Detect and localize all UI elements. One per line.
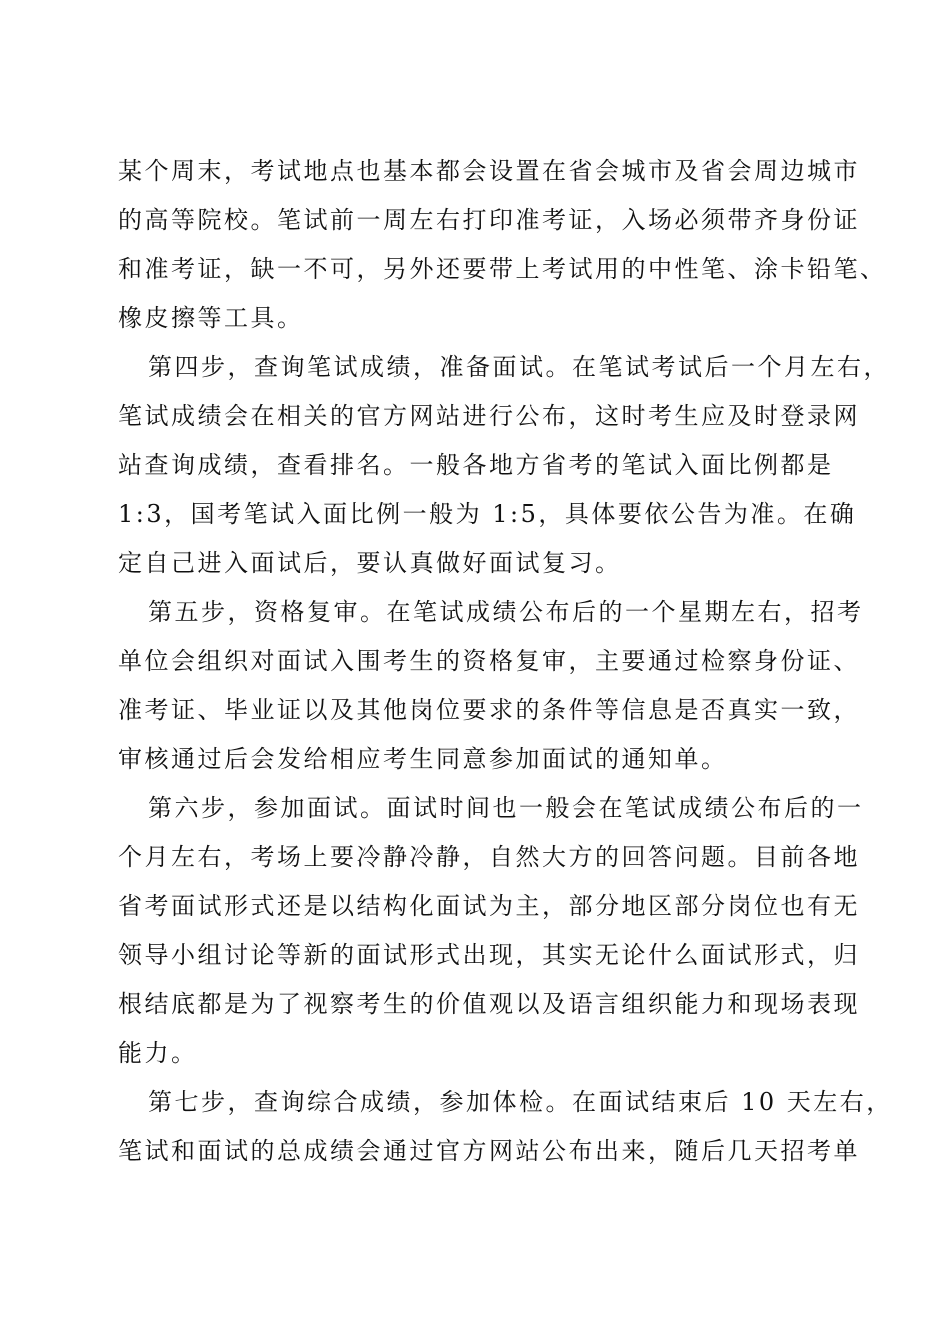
paragraph-step5-start: 第五步，资格复审。在笔试成绩公布后的一个星期左右，招考 bbox=[148, 598, 864, 626]
text-line-3: 和准考证，缺一不可，另外还要带上考试用的中性笔、涂卡铅笔、 bbox=[118, 255, 887, 283]
text-line-18: 根结底都是为了视察考生的价值观以及语言组织能力和现场表现 bbox=[118, 990, 860, 1018]
text-line-1: 某个周末，考试地点也基本都会设置在省会城市及省会周边城市 bbox=[118, 157, 860, 185]
text-line-2: 的高等院校。笔试前一周左右打印准考证，入场必须带齐身份证 bbox=[118, 206, 860, 234]
text-line-4: 橡皮擦等工具。 bbox=[118, 304, 304, 332]
text-line-8: 1:3，国考笔试入面比例一般为 1:5，具体要依公告为准。在确 bbox=[118, 500, 857, 528]
text-line-21: 笔试和面试的总成绩会通过官方网站公布出来，随后几天招考单 bbox=[118, 1137, 860, 1165]
paragraph-step7-start: 第七步，查询综合成绩，参加体检。在面试结束后 10 天左右， bbox=[148, 1088, 893, 1116]
text-line-15: 个月左右，考场上要冷静冷静，自然大方的回答问题。目前各地 bbox=[118, 843, 860, 871]
text-line-17: 领导小组讨论等新的面试形式出现，其实无论什么面试形式，归 bbox=[118, 941, 860, 969]
text-line-13: 审核通过后会发给相应考生同意参加面试的通知单。 bbox=[118, 745, 728, 773]
text-line-6: 笔试成绩会在相关的官方网站进行公布，这时考生应及时登录网 bbox=[118, 402, 860, 430]
text-line-11: 单位会组织对面试入围考生的资格复审，主要通过检察身份证、 bbox=[118, 647, 860, 675]
paragraph-step4-start: 第四步，查询笔试成绩，准备面试。在笔试考试后一个月左右， bbox=[148, 353, 890, 381]
text-line-7: 站查询成绩，查看排名。一般各地方省考的笔试入面比例都是 bbox=[118, 451, 834, 479]
text-line-9: 定自己进入面试后，要认真做好面试复习。 bbox=[118, 549, 622, 577]
text-line-12: 准考证、毕业证以及其他岗位要求的条件等信息是否真实一致， bbox=[118, 696, 860, 724]
text-line-19: 能力。 bbox=[118, 1039, 198, 1067]
text-line-16: 省考面试形式还是以结构化面试为主，部分地区部分岗位也有无 bbox=[118, 892, 860, 920]
paragraph-step6-start: 第六步，参加面试。面试时间也一般会在笔试成绩公布后的一 bbox=[148, 794, 864, 822]
